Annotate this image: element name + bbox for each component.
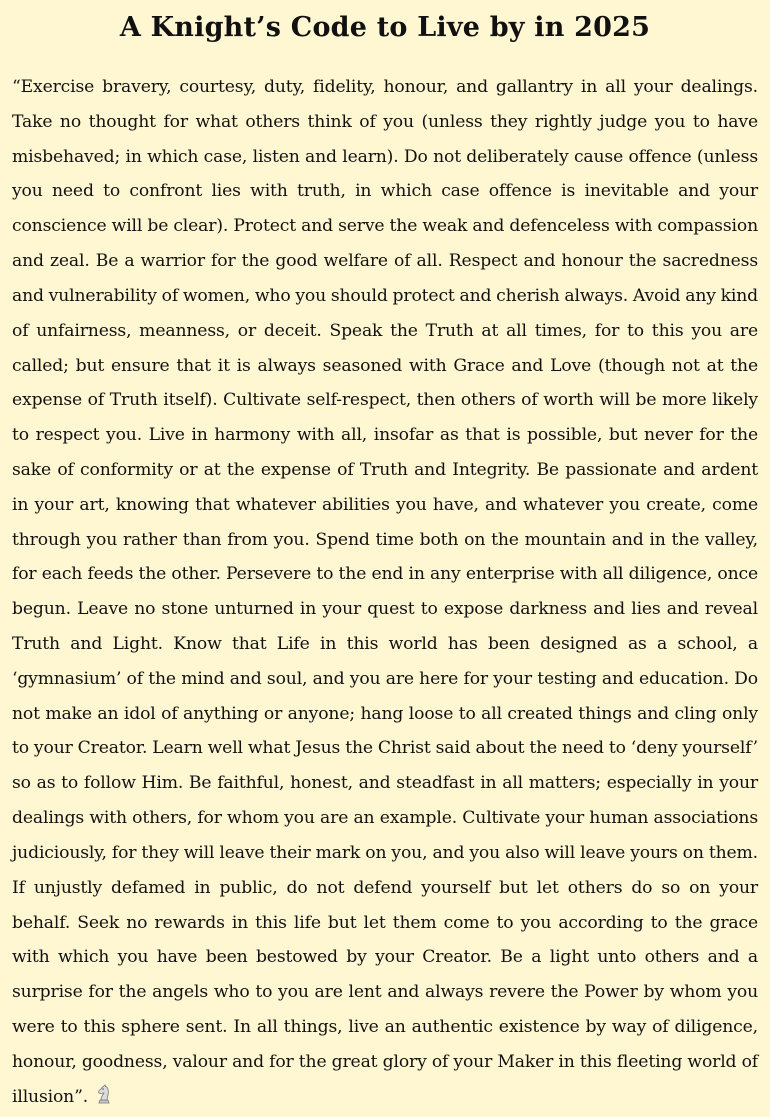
code-text	[12, 70, 758, 1114]
chess-knight-icon	[96, 1083, 112, 1105]
page-title: A Knight’s Code to Live by in 2025	[119, 12, 651, 43]
code-body: “Exercise bravery, courtesy, duty, fidelity, honour, and gallantry in all your dealings. Take no thought for what others think of you (unless they rightly judge you to have misbehaved; in which case, listen and learn). Do not deliberately cause offence (unless you need to confront lies with truth, in which case offence is inevitable and your conscience will be clear). Protect and serve the weak and defenceless with compassion and zeal. Be a warrior for the good welfare of all. Respect and honour the sacredness and vulnerability of women, who you should protect and cherish always. Avoid any kind of unfairness, meanness, or deceit. Speak the Truth at all times, for to this you are called; but ensure that it is always seasoned with Grace and Love (though not at the expense of Truth itself). Cultivate self-respect, then others of worth will be more likely to respect you. Live in harmony with all, insofar as that is possible, but never for the sake of conformity or at the expense of Truth and Integrity. Be passionate and ardent in your art, knowing that whatever abilities you have, and whatever you create, come through you rather than from you. Spend time both on the mountain and in the valley, for each feeds the other. Persevere to the end in any enterprise with all diligence, once begun. Leave no stone unturned in your quest to expose darkness and lies and reveal Truth and Light. Know that Life in this world has been designed as a school, a ‘gymnasium’ of the mind and soul, and you are here for your testing and education. Do not make an idol of anything or anyone; hang loose to all created things and cling only to your Creator. Learn well what Jesus the Christ said about the need to ‘deny yourself’ so as to follow Him. Be faithful, honest, and steadfast in all matters; especially in your dealings with others, for whom you are an example. Cultivate your human associations judiciously, for they will leave their mark on you, and you also will leave yours on them. If unjustly defamed in public, do not defend yourself but let others do so on your behalf. Seek no rewards in this life but let them come to you according to the grace with which you have been bestowed by your Creator. Be a light unto others and a surprise for the angels who to you are lent and always revere the Power by whom you were to this sphere sent. In all things, live an authentic existence by way of diligence, honour, goodness, valour and for the great glory of your Maker in this fleeting world of illusion”.	[12, 77, 758, 1107]
